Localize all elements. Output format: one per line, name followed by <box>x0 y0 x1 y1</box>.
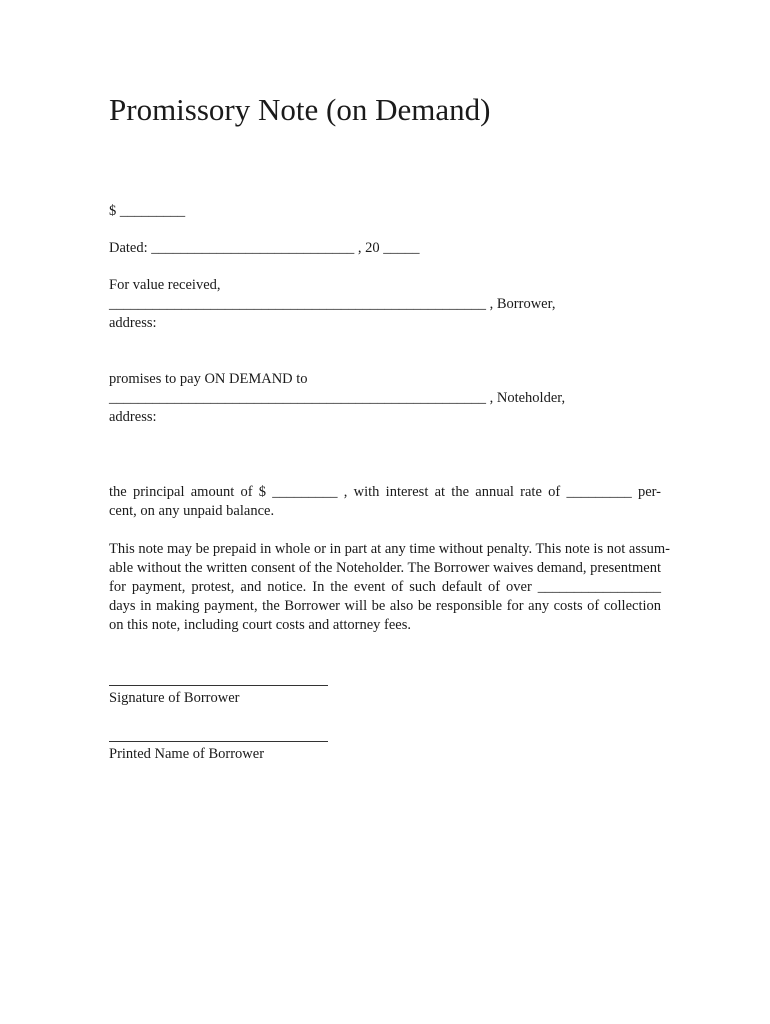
document-title: Promissory Note (on Demand) <box>109 92 491 127</box>
principal-line: cent, on any unpaid balance. <box>109 503 275 519</box>
for-value-text: For value received, <box>109 277 221 293</box>
dated-line: Dated: ____________________________ , 20 _____ <box>109 240 420 256</box>
terms-line: for payment, protest, and notice. In the event of such default of over _________________ <box>109 579 661 595</box>
terms-line: This note may be prepaid in whole or in part at any time without penalty. This note is not assum- <box>109 541 670 557</box>
noteholder-address-label: address: <box>109 409 157 425</box>
promises-text: promises to pay ON DEMAND to <box>109 371 308 387</box>
borrower-address-label: address: <box>109 315 157 331</box>
amount-line: $ _________ <box>109 203 186 219</box>
terms-line: able without the written consent of the Noteholder. The Borrower waives demand, presentment <box>109 560 661 576</box>
printed-name-rule <box>109 741 328 742</box>
principal-paragraph <box>109 483 664 521</box>
signature-label: Signature of Borrower <box>109 690 240 706</box>
terms-line: on this note, including court costs and attorney fees. <box>109 617 412 633</box>
signature-rule <box>109 685 328 686</box>
borrower-line: ____________________________________________________ , Borrower, <box>109 296 556 312</box>
printed-name-label: Printed Name of Borrower <box>109 746 265 762</box>
noteholder-line: ____________________________________________________ , Noteholder, <box>109 390 566 406</box>
principal-line: the principal amount of $ _________ , with interest at the annual rate of _________ per- <box>109 484 661 500</box>
terms-paragraph <box>109 540 670 635</box>
terms-line: days in making payment, the Borrower will be also be responsible for any costs of collection <box>109 598 661 614</box>
